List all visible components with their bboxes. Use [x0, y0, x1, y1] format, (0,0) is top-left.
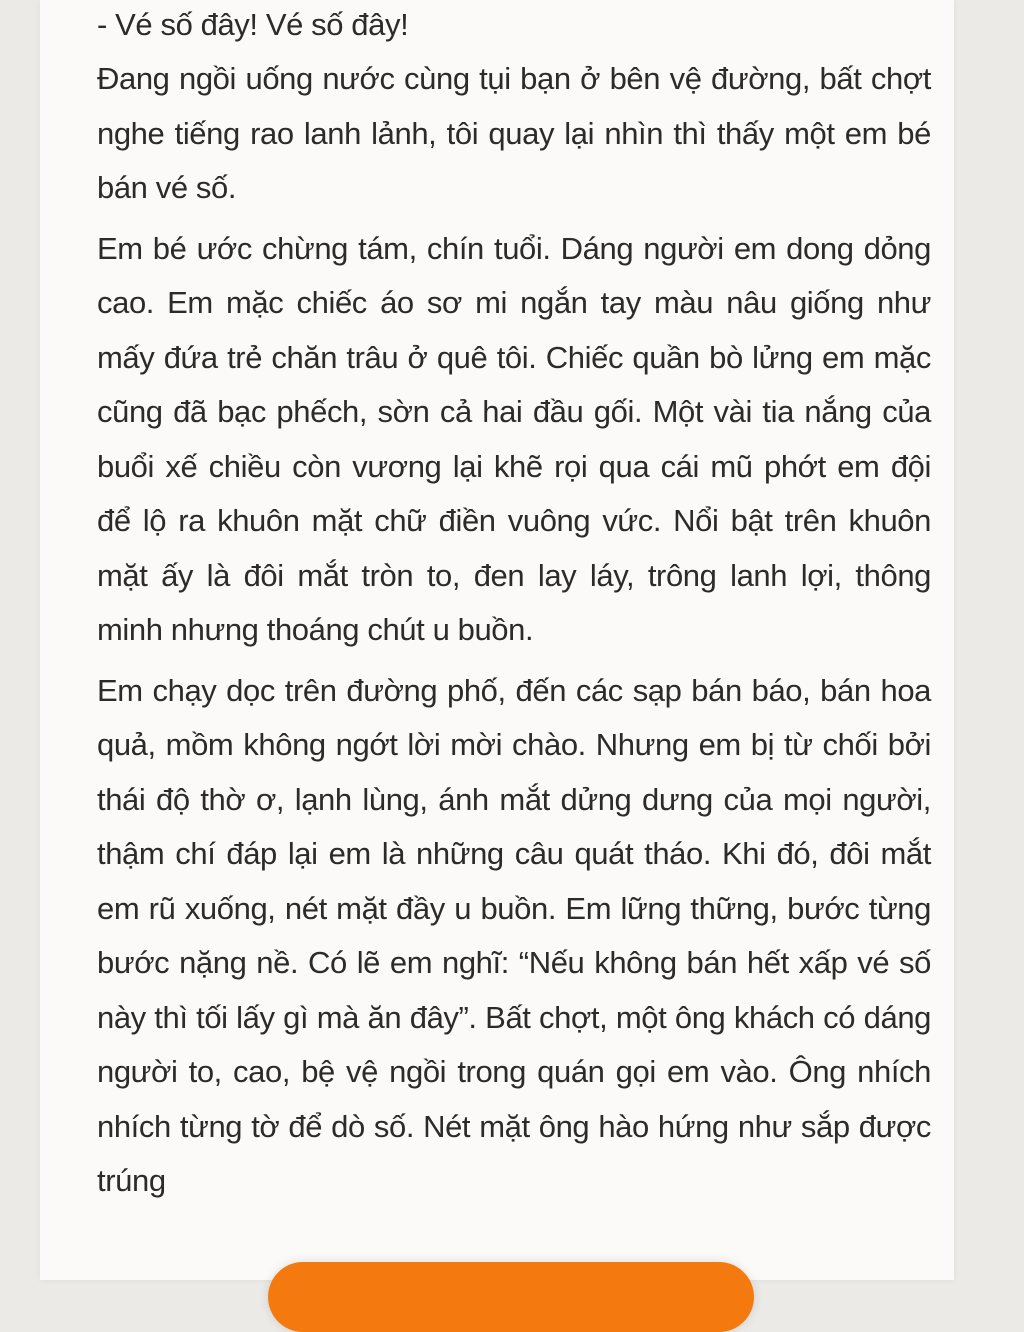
article-body — [97, 0, 931, 1215]
document-page — [40, 0, 954, 1280]
paragraph-2: Em bé ước chừng tám, chín tuổi. Dáng người em dong dỏng cao. Em mặc chiếc áo sơ mi ngắn tay màu nâu giống như mấy đứa trẻ chăn trâu ở quê tôi. Chiếc quần bò lửng em mặc cũng đã bạc phếch, sờn cả hai đầu gối. Một vài tia nắng của buổi xế chiều còn vương lại khẽ rọi qua cái mũ phớt em đội để lộ ra khuôn mặt chữ điền vuông vức. Nổi bật trên khuôn mặt ấy là đôi mắt tròn to, đen lay láy, trông lanh lợi, thông minh nhưng thoáng chút u buồn. — [97, 230, 931, 647]
floating-action-button[interactable] — [268, 1262, 754, 1332]
paragraph-1: Đang ngồi uống nước cùng tụi bạn ở bên vệ đường, bất chợt nghe tiếng rao lanh lảnh, tôi quay lại nhìn thì thấy một em bé bán vé số. — [97, 61, 931, 205]
paragraph-3: Em chạy dọc trên đường phố, đến các sạp bán báo, bán hoa quả, mồm không ngớt lời mời chào. Nhưng em bị từ chối bởi thái độ thờ ơ, lạnh lùng, ánh mắt dửng dưng của mọi người, thậm chí đáp lại em là những câu quát tháo. Khi đó, đôi mắt em rũ xuống, nét mặt đầy u buồn. Em lững thững, bước từng bước nặng nề. Có lẽ em nghĩ: “Nếu không bán hết xấp vé số này thì tối lấy gì mà ăn đây”. Bất chợt, một ông khách có dáng người to, cao, bệ vệ ngồi trong quán gọi em vào. Ông nhích nhích từng tờ để dò số. Nét mặt ông hào hứng như sắp được trúng — [97, 672, 931, 1198]
dialogue-line: - Vé số đây! Vé số đây! — [97, 7, 409, 42]
